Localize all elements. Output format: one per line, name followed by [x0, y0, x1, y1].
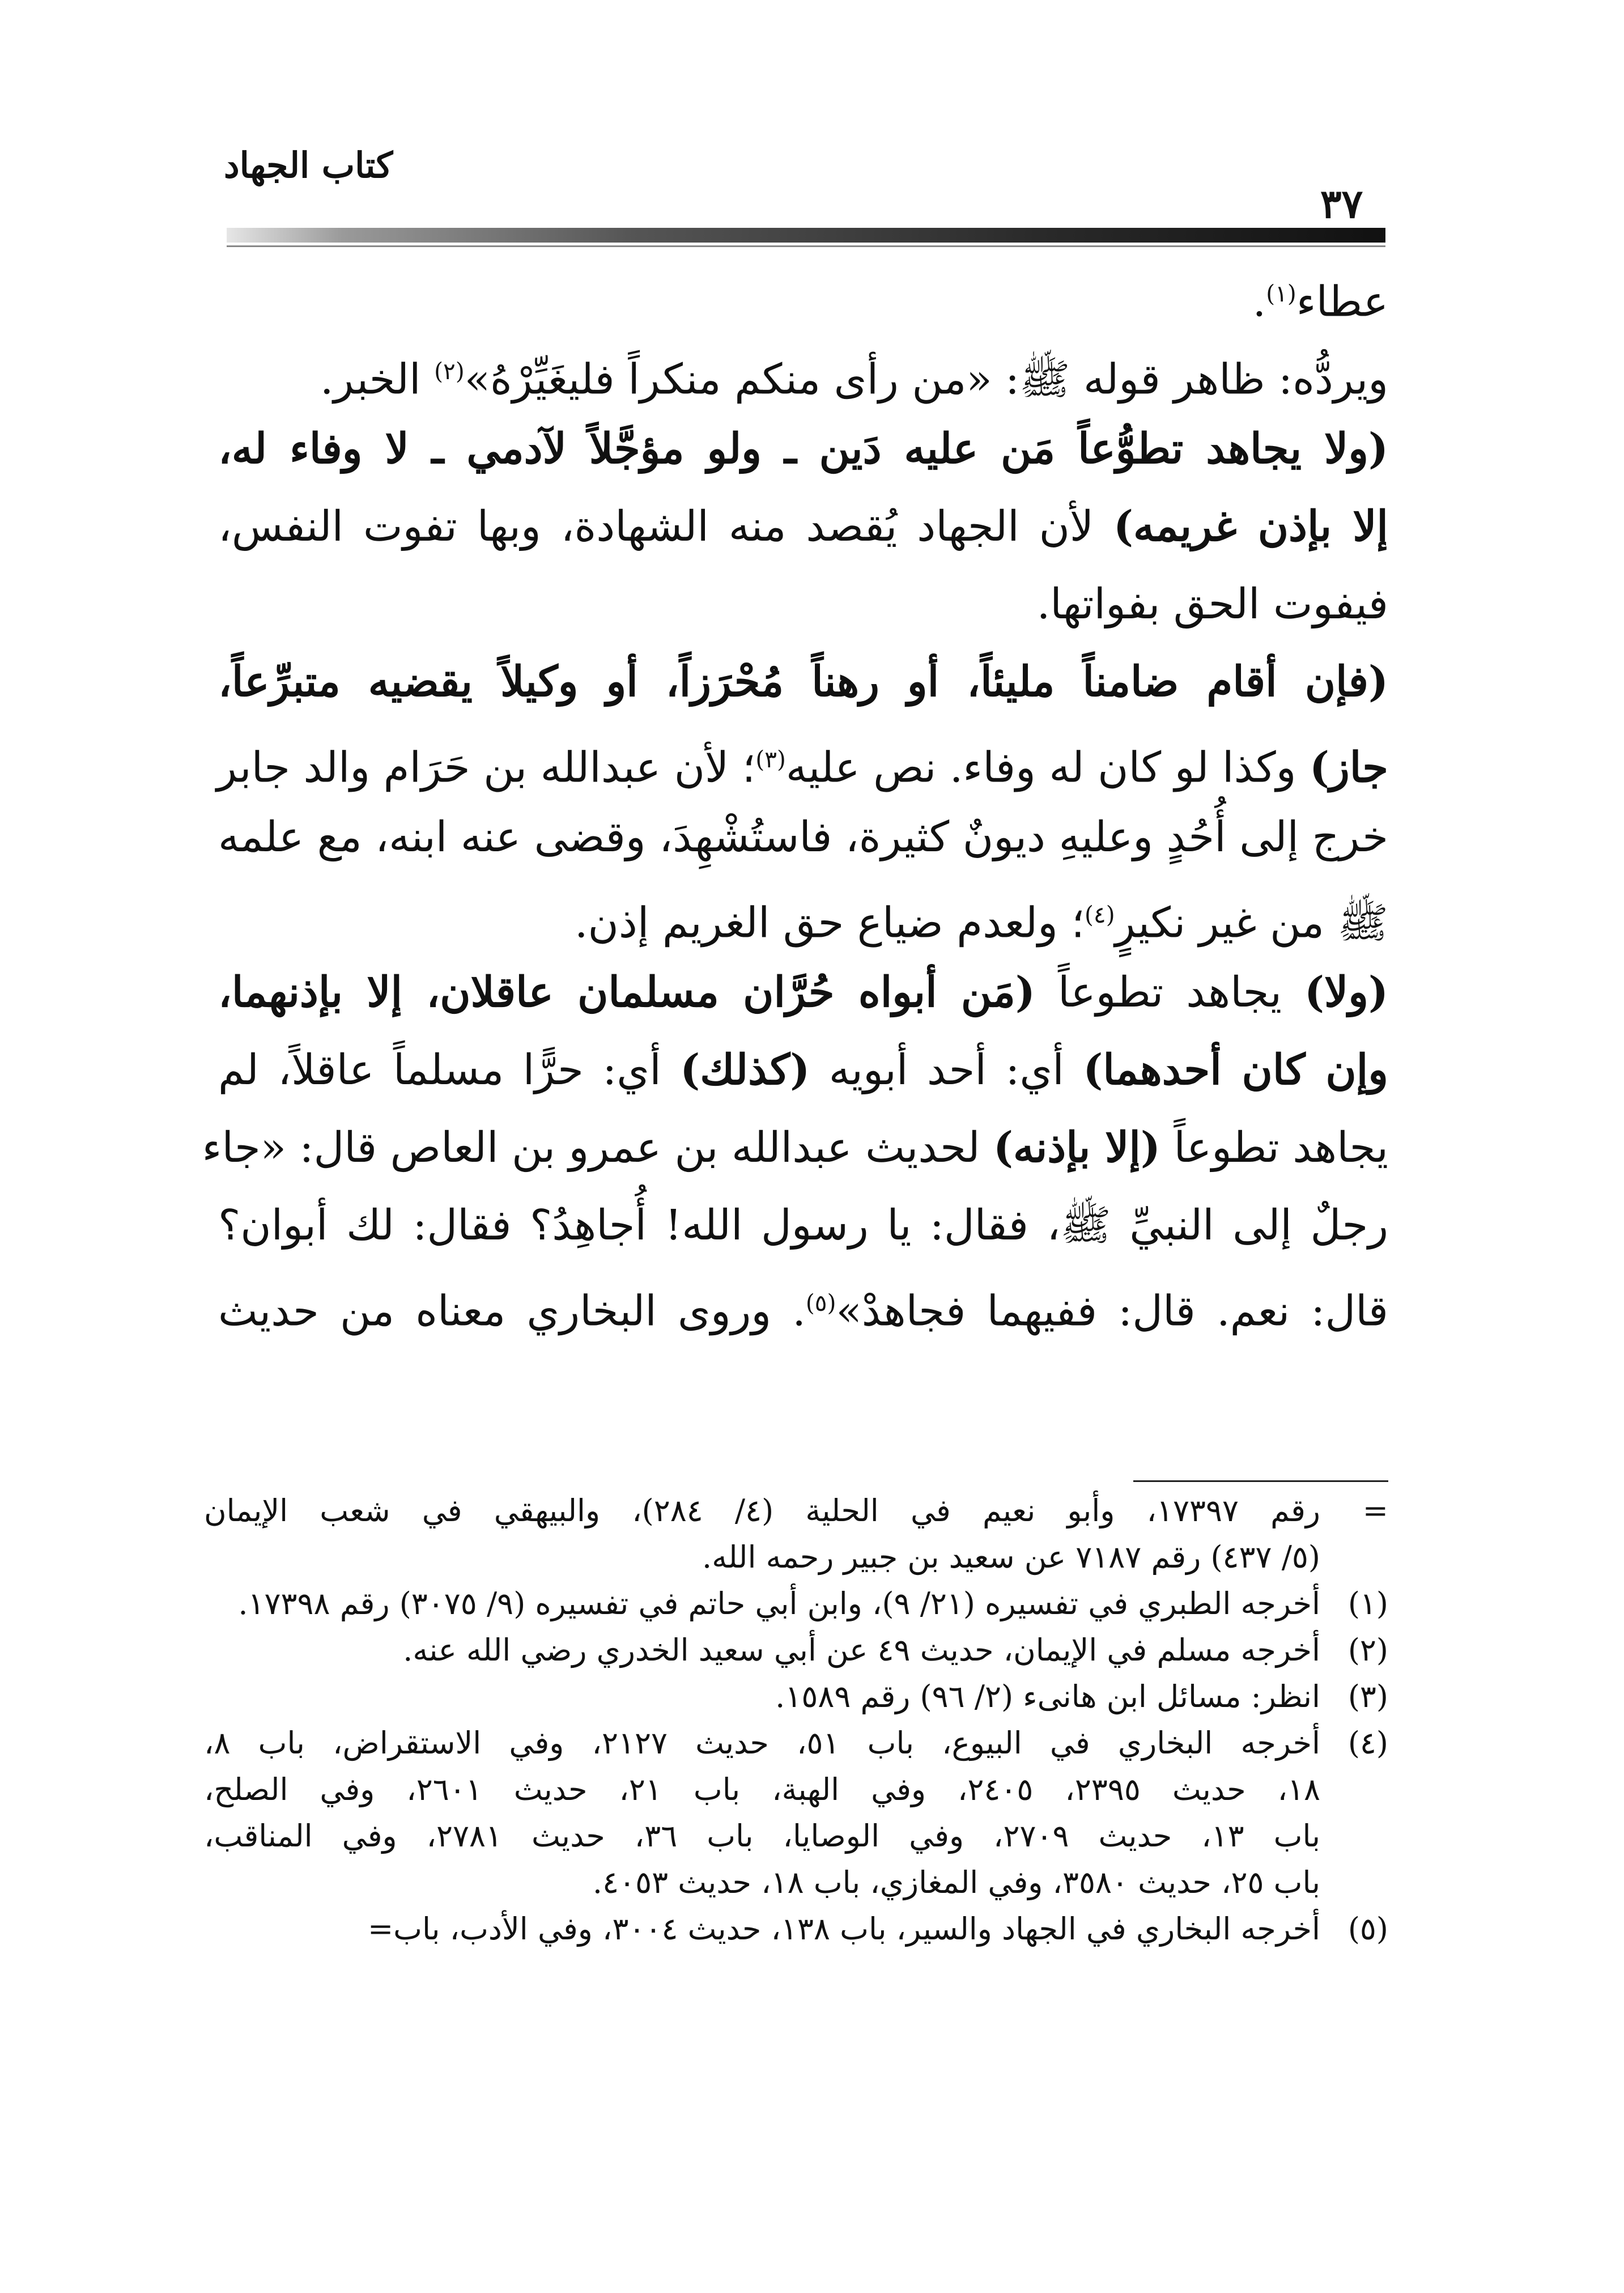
footnote-number: (٣): [1347, 1679, 1388, 1714]
footnote-text: ١٨، حديث ٢٣٩٥، ٢٤٠٥، وفي الهبة، باب ٢١، حديث ٢٦٠١، وفي الصلح،: [204, 1772, 1321, 1807]
text-run: (كذلك): [680, 1046, 810, 1094]
text-run: (إلا بإذنه): [993, 1123, 1160, 1172]
text-run: الخبر.: [320, 355, 435, 404]
text-line: [218, 1264, 1388, 1342]
footnote-line: [204, 1813, 1388, 1859]
text-run: (ولا يجاهد تطوُّعاً مَن عليه دَين ـ ولو مؤجَّلاً لآدمي ـ لا وفاء له،: [218, 424, 1388, 473]
text-line: [218, 1187, 1388, 1264]
footnote-line: [204, 1906, 1388, 1952]
text-line: [218, 1031, 1388, 1109]
footnote-number: (١): [1347, 1586, 1388, 1621]
text-line: [218, 643, 1388, 721]
text-run: ﷺ من غير نكيرٍ: [1115, 898, 1388, 948]
footnote-text: رقم ١٧٣٩٧، وأبو نعيم في الحلية (٤/ ٢٨٤)، والبيهقي في شعب الإيمان: [204, 1493, 1321, 1528]
footnote-text: أخرجه البخاري في البيوع، باب ٥١، حديث ٢١٢٧، وفي الاستقراض، باب ٨،: [204, 1725, 1320, 1761]
text-run: فيفوت الحق بفواتها.: [1036, 580, 1388, 629]
text-run: وكذا لو كان له وفاء. نص عليه: [785, 743, 1310, 792]
footnote-ref: (٢): [434, 358, 465, 385]
text-run: أي: حرًّا مسلماً عاقلاً، لم: [218, 1046, 681, 1094]
text-line: [218, 410, 1388, 488]
text-run: (مَن أبواه حُرَّان مسلمان عاقلان، إلا بإذنهما،: [218, 968, 1035, 1017]
header-rule: [227, 228, 1385, 243]
footnote-separator: [1133, 1480, 1388, 1482]
footnote-ref: (١): [1266, 280, 1296, 307]
text-run: (ولا): [1304, 968, 1388, 1017]
footnote-line: [204, 1627, 1388, 1674]
text-run: لحديث عبدالله بن عمرو بن العاص قال: «جاء: [202, 1123, 994, 1172]
text-run: لأن الجهاد يُقصد منه الشهادة، وبها تفوت النفس،: [218, 502, 1113, 551]
text-run: ويردُّه: ظاهر قوله ﷺ: «من رأى منكم منكراً فليغَيِّرْهُ»: [464, 355, 1388, 404]
text-run: قال: نعم. قال: ففيهما فجاهدْ»: [836, 1286, 1389, 1336]
footnote-ref: (٤): [1084, 901, 1115, 928]
page-number: ٣٧: [1320, 180, 1363, 227]
running-header-title: كتاب الجهاد: [224, 145, 393, 186]
text-run: إلا بإذن غريمه): [1113, 502, 1388, 551]
footnote-number: (٤): [1347, 1725, 1388, 1761]
text-run: عطاء: [1296, 277, 1388, 326]
footnote-text: باب ٢٥، حديث ٣٥٨٠، وفي المغازي، باب ١٨، حديث ٤٠٥٣.: [592, 1865, 1320, 1900]
text-run: ؛ لأن عبدالله بن حَرَام والد جابر: [216, 743, 756, 792]
footnote-text: أخرجه مسلم في الإيمان، حديث ٤٩ عن أبي سعيد الخدري رضي الله عنه.: [403, 1632, 1320, 1668]
text-run: خرج إلى أُحُدٍ وعليهِ ديونٌ كثيرة، فاستُشْهِدَ، وقضى عنه ابنه، مع علمه: [218, 813, 1388, 861]
text-line: [218, 876, 1388, 954]
text-run: يجاهد تطوعاً: [1035, 968, 1305, 1017]
text-line: [218, 954, 1388, 1031]
footnote-text: أخرجه البخاري في الجهاد والسير، باب ١٣٨، حديث ٣٠٠٤، وفي الأدب، باب=: [367, 1911, 1320, 1947]
footnote-number: =: [1362, 1493, 1388, 1528]
text-line: [218, 721, 1388, 799]
footnote-line: [204, 1534, 1388, 1581]
text-run: ؛ ولعدم ضياع حق الغريم إذن.: [575, 898, 1085, 948]
footnote-number: (٥): [1347, 1911, 1388, 1947]
footnote-text: انظر: مسائل ابن هانىء (٢/ ٩٦) رقم ١٥٨٩.: [775, 1679, 1320, 1714]
footnote-line: [204, 1859, 1388, 1906]
text-line: [218, 255, 1388, 333]
text-run: .: [1252, 277, 1266, 326]
footnote-line: [204, 1720, 1388, 1767]
footnote-text: أخرجه الطبري في تفسيره (٢١/ ٩)، وابن أبي حاتم في تفسيره (٩/ ٣٠٧٥) رقم ١٧٣٩٨.: [238, 1586, 1320, 1621]
text-line: [218, 333, 1388, 410]
text-run: (فإن أقام ضامناً مليئاً، أو رهناً مُحْرَزاً، أو وكيلاً يقضيه متبرِّعاً،: [218, 657, 1388, 706]
footnote-ref: (٣): [755, 746, 786, 773]
main-text: [202, 255, 1389, 1342]
text-run: وإن كان أحدهما): [1083, 1046, 1389, 1094]
text-run: رجلٌ إلى النبيِّ ﷺ، فقال: يا رسول الله! أُجاهِدُ؟ فقال: لك أبوان؟: [218, 1201, 1388, 1250]
text-line: [218, 566, 1388, 643]
footnote-line: [204, 1674, 1388, 1720]
text-line: [202, 1109, 1388, 1187]
footnote-number: (٢): [1347, 1632, 1388, 1668]
footnote-line: [204, 1581, 1388, 1627]
text-line: [218, 799, 1388, 876]
text-run: جاز): [1309, 743, 1388, 792]
text-run: أي: أحد أبويه: [810, 1046, 1083, 1094]
footnote-ref: (٥): [805, 1289, 836, 1317]
text-run: يجاهد تطوعاً: [1160, 1123, 1388, 1172]
footnote-text: (٥/ ٤٣٧) رقم ٧١٨٧ عن سعيد بن جبير رحمه الله.: [702, 1539, 1320, 1575]
text-line: [218, 488, 1388, 566]
text-run: . وروى البخاري معناه من حديث: [218, 1286, 806, 1336]
footnote-line: [204, 1767, 1388, 1813]
footnotes: [204, 1488, 1388, 1952]
footnote-text: باب ١٣، حديث ٢٧٠٩، وفي الوصايا، باب ٣٦، حديث ٢٧٨١، وفي المناقب،: [204, 1818, 1320, 1854]
footnote-line: [204, 1488, 1388, 1534]
